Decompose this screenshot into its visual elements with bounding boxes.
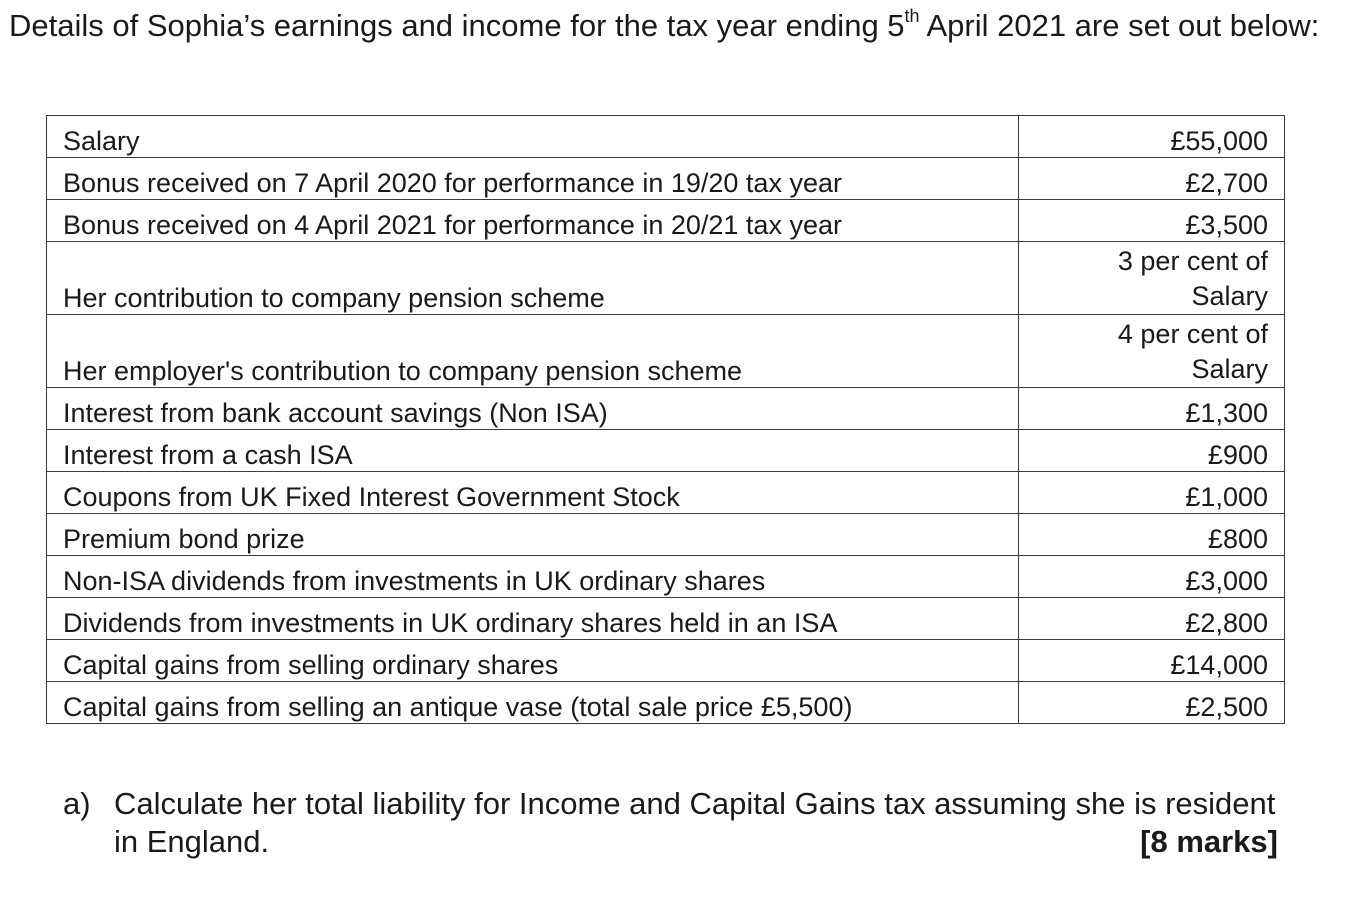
question-marks: [8 marks]	[1140, 824, 1278, 859]
row-label: Capital gains from selling an antique vase (total sale price £5,500)	[47, 682, 1019, 724]
question-letter: a)	[63, 786, 91, 821]
row-value: £800	[1019, 514, 1285, 556]
row-value: £2,800	[1019, 598, 1285, 640]
table-row	[47, 514, 1285, 556]
row-label: Dividends from investments in UK ordinary shares held in an ISA	[47, 598, 1019, 640]
row-label: Her employer's contribution to company pension scheme	[47, 315, 1019, 388]
intro-text: Details of Sophia’s earnings and income for the tax year ending 5	[9, 8, 905, 43]
earnings-table	[46, 115, 1285, 724]
table-row	[47, 556, 1285, 598]
intro-superscript: th	[904, 6, 920, 26]
table-row	[47, 682, 1285, 724]
question-text: Calculate her total liability for Income and Capital Gains tax assuming she is resident in England.	[114, 786, 1276, 859]
table-row	[47, 116, 1285, 158]
table-row	[47, 388, 1285, 430]
table-row	[47, 430, 1285, 472]
row-value: £3,500	[1019, 200, 1285, 242]
row-value-line1: 4 per cent of	[1117, 319, 1268, 349]
table-row	[47, 472, 1285, 514]
row-value: £3,000	[1019, 556, 1285, 598]
intro-text-continued: April 2021 are set out below:	[919, 8, 1320, 43]
table-row	[47, 242, 1285, 315]
row-label: Her contribution to company pension scheme	[47, 242, 1019, 315]
row-value-line2: Salary	[1191, 354, 1268, 384]
row-label: Interest from a cash ISA	[47, 430, 1019, 472]
row-value: £2,700	[1019, 158, 1285, 200]
row-value	[1019, 315, 1285, 388]
row-value: £55,000	[1019, 116, 1285, 158]
table-row	[47, 158, 1285, 200]
row-value: £900	[1019, 430, 1285, 472]
table-row	[47, 598, 1285, 640]
table-row	[47, 640, 1285, 682]
row-label: Salary	[47, 116, 1019, 158]
table-row	[47, 200, 1285, 242]
row-value: £2,500	[1019, 682, 1285, 724]
row-label: Premium bond prize	[47, 514, 1019, 556]
row-value-line2: Salary	[1191, 281, 1268, 311]
row-label: Interest from bank account savings (Non ISA)	[47, 388, 1019, 430]
row-label: Non-ISA dividends from investments in UK ordinary shares	[47, 556, 1019, 598]
row-value: £1,300	[1019, 388, 1285, 430]
row-label: Capital gains from selling ordinary shares	[47, 640, 1019, 682]
row-label: Bonus received on 7 April 2020 for performance in 19/20 tax year	[47, 158, 1019, 200]
intro-paragraph	[9, 6, 1329, 46]
row-label: Bonus received on 4 April 2021 for performance in 20/21 tax year	[47, 200, 1019, 242]
row-value: £14,000	[1019, 640, 1285, 682]
table-row	[47, 315, 1285, 388]
row-label: Coupons from UK Fixed Interest Government Stock	[47, 472, 1019, 514]
row-value-line1: 3 per cent of	[1117, 246, 1268, 276]
row-value: £1,000	[1019, 472, 1285, 514]
row-value	[1019, 242, 1285, 315]
